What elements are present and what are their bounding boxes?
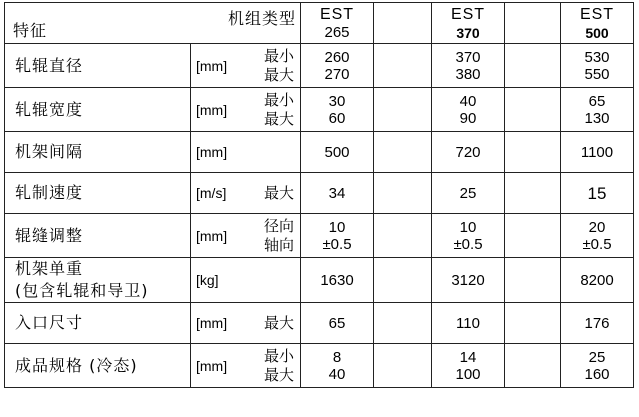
value-text: 380 bbox=[455, 65, 481, 83]
spacer-cell bbox=[505, 258, 561, 303]
qualifier-label: 径向 bbox=[263, 216, 294, 235]
spacer-cell bbox=[374, 173, 432, 214]
spacer-cell bbox=[374, 258, 432, 303]
value-cell bbox=[432, 173, 505, 214]
unit-label: [mm] bbox=[196, 57, 228, 74]
table-row bbox=[5, 132, 634, 173]
value-text: 160 bbox=[584, 365, 610, 383]
model-name: EST bbox=[579, 6, 615, 23]
value-cell bbox=[561, 344, 634, 388]
table-row bbox=[5, 303, 634, 344]
spacer-cell bbox=[505, 344, 561, 388]
unit-wrap bbox=[191, 314, 300, 333]
feature-label: 辊缝调整 bbox=[15, 225, 84, 245]
value-cell bbox=[432, 88, 505, 132]
feature-cell bbox=[5, 258, 191, 303]
value-cell bbox=[432, 258, 505, 303]
header-feature-label: 特征 bbox=[13, 21, 48, 40]
value-cell bbox=[432, 344, 505, 388]
value-text: 30 bbox=[328, 92, 346, 110]
value-text: 10 bbox=[459, 218, 477, 236]
feature-label: 轧制速度 bbox=[15, 183, 84, 202]
feature-label: 机架单重 bbox=[15, 259, 84, 278]
spacer-cell bbox=[374, 44, 432, 88]
unit-label: [m/s] bbox=[196, 185, 227, 201]
value-text: 10 bbox=[328, 218, 346, 236]
qualifier-group bbox=[264, 47, 294, 85]
qualifier-label: 最大 bbox=[263, 109, 294, 128]
value-text: ±0.5 bbox=[322, 235, 352, 253]
value-cell bbox=[301, 173, 374, 214]
value-text: 260 bbox=[324, 48, 350, 66]
unit-wrap bbox=[191, 144, 300, 160]
unit-wrap bbox=[191, 47, 300, 85]
qualifier-label: 最大 bbox=[263, 313, 294, 332]
value-cell bbox=[432, 303, 505, 344]
unit-cell bbox=[191, 344, 301, 388]
value-text: 720 bbox=[455, 143, 481, 161]
spacer-cell bbox=[374, 303, 432, 344]
qualifier-group bbox=[264, 347, 294, 385]
value-text: 550 bbox=[584, 65, 610, 83]
value-text: 1630 bbox=[320, 271, 354, 289]
feature-cell bbox=[5, 344, 191, 388]
spacer-cell bbox=[505, 44, 561, 88]
value-text: 8200 bbox=[580, 271, 614, 289]
table-row bbox=[5, 214, 634, 258]
unit-cell bbox=[191, 132, 301, 173]
model-name: EST bbox=[450, 6, 486, 23]
header-corner bbox=[5, 3, 301, 44]
unit-wrap bbox=[191, 347, 300, 385]
feature-cell bbox=[5, 132, 191, 173]
spacer-cell bbox=[374, 214, 432, 258]
qualifier-label: 最小 bbox=[263, 90, 294, 109]
value-cell bbox=[432, 132, 505, 173]
value-cell bbox=[301, 303, 374, 344]
spacer-cell bbox=[374, 344, 432, 388]
value-text: 14 bbox=[459, 348, 477, 366]
qualifier-label: 最小 bbox=[263, 346, 294, 365]
qualifier-group bbox=[264, 91, 294, 129]
qualifier-group bbox=[264, 314, 294, 333]
value-cell bbox=[561, 214, 634, 258]
value-text: 8 bbox=[332, 348, 342, 366]
header-row bbox=[5, 3, 634, 44]
qualifier-label: 最大 bbox=[263, 183, 294, 202]
qualifier-group bbox=[264, 184, 294, 203]
value-text: 25 bbox=[459, 184, 477, 202]
qualifier-label: 最小 bbox=[263, 46, 294, 65]
value-cell bbox=[561, 173, 634, 214]
feature-cell bbox=[5, 88, 191, 132]
value-cell bbox=[301, 344, 374, 388]
feature-cell bbox=[5, 214, 191, 258]
value-cell bbox=[301, 214, 374, 258]
value-cell bbox=[301, 88, 374, 132]
value-cell bbox=[561, 303, 634, 344]
spacer-cell bbox=[505, 3, 561, 44]
spacer-cell bbox=[505, 88, 561, 132]
value-cell bbox=[561, 132, 634, 173]
qualifier-label: 最大 bbox=[263, 365, 294, 384]
value-cell bbox=[561, 88, 634, 132]
feature-label: 机架间隔 bbox=[15, 142, 84, 161]
value-text: 130 bbox=[584, 109, 610, 127]
unit-wrap bbox=[191, 217, 300, 255]
unit-label: [mm] bbox=[196, 227, 228, 244]
spec-table bbox=[4, 2, 634, 388]
model-number: 500 bbox=[585, 25, 609, 41]
spacer-cell bbox=[505, 303, 561, 344]
value-text: 65 bbox=[588, 92, 606, 110]
value-text: 20 bbox=[588, 218, 606, 236]
feature-label: (包含轧辊和导卫) bbox=[15, 281, 149, 300]
value-text: 500 bbox=[324, 143, 350, 161]
unit-wrap bbox=[191, 272, 300, 288]
value-text: 270 bbox=[324, 65, 350, 83]
feature-label: 轧辊直径 bbox=[15, 55, 84, 75]
spacer-cell bbox=[505, 214, 561, 258]
value-text: 100 bbox=[455, 365, 481, 383]
value-text: 15 bbox=[587, 183, 607, 203]
table-row bbox=[5, 344, 634, 388]
qualifier-label: 最大 bbox=[263, 65, 294, 84]
feature-cell bbox=[5, 303, 191, 344]
table-row bbox=[5, 173, 634, 214]
table-row bbox=[5, 88, 634, 132]
spacer-cell bbox=[374, 88, 432, 132]
value-cell bbox=[432, 214, 505, 258]
header-model-type-label: 机组类型 bbox=[227, 9, 296, 28]
table-row bbox=[5, 44, 634, 88]
value-text: ±0.5 bbox=[582, 235, 612, 253]
spacer-cell bbox=[505, 173, 561, 214]
value-text: 25 bbox=[588, 348, 606, 366]
value-text: 1100 bbox=[580, 143, 614, 161]
unit-cell bbox=[191, 173, 301, 214]
unit-label: [mm] bbox=[196, 144, 228, 160]
spec-table-body bbox=[5, 3, 634, 388]
unit-wrap bbox=[191, 91, 300, 129]
unit-cell bbox=[191, 303, 301, 344]
model-header-est265 bbox=[301, 3, 374, 44]
spacer-cell bbox=[374, 3, 432, 44]
qualifier-label: 轴向 bbox=[263, 235, 294, 254]
value-cell bbox=[301, 258, 374, 303]
model-header-est500 bbox=[561, 3, 634, 44]
feature-cell bbox=[5, 44, 191, 88]
value-text: 40 bbox=[459, 92, 477, 110]
unit-label: [mm] bbox=[196, 315, 228, 331]
value-text: 176 bbox=[584, 314, 610, 332]
unit-label: [kg] bbox=[196, 272, 219, 288]
value-cell bbox=[301, 44, 374, 88]
unit-label: [mm] bbox=[196, 357, 228, 374]
feature-cell bbox=[5, 173, 191, 214]
value-text: 90 bbox=[459, 109, 477, 127]
value-text: ±0.5 bbox=[453, 235, 483, 253]
value-cell bbox=[432, 44, 505, 88]
spacer-cell bbox=[505, 132, 561, 173]
value-text: 60 bbox=[328, 109, 346, 127]
value-text: 370 bbox=[455, 48, 481, 66]
value-text: 40 bbox=[328, 365, 346, 383]
spacer-cell bbox=[374, 132, 432, 173]
table-row bbox=[5, 258, 634, 303]
value-cell bbox=[561, 44, 634, 88]
feature-label: 成品规格 (冷态) bbox=[15, 355, 138, 375]
model-name: EST bbox=[319, 6, 355, 23]
value-text: 3120 bbox=[451, 271, 485, 289]
unit-label: [mm] bbox=[196, 101, 228, 118]
value-text: 34 bbox=[328, 184, 346, 202]
unit-cell bbox=[191, 44, 301, 88]
value-text: 110 bbox=[456, 314, 480, 332]
unit-cell bbox=[191, 88, 301, 132]
value-text: 65 bbox=[328, 314, 346, 332]
feature-label: 轧辊宽度 bbox=[15, 99, 84, 119]
model-number: 265 bbox=[324, 24, 350, 41]
value-cell bbox=[301, 132, 374, 173]
unit-wrap bbox=[191, 184, 300, 203]
model-number: 370 bbox=[456, 25, 480, 41]
unit-cell bbox=[191, 214, 301, 258]
qualifier-group bbox=[264, 217, 294, 255]
value-text: 530 bbox=[584, 48, 610, 66]
value-cell bbox=[561, 258, 634, 303]
model-header-est370 bbox=[432, 3, 505, 44]
unit-cell bbox=[191, 258, 301, 303]
feature-label: 入口尺寸 bbox=[15, 313, 84, 332]
